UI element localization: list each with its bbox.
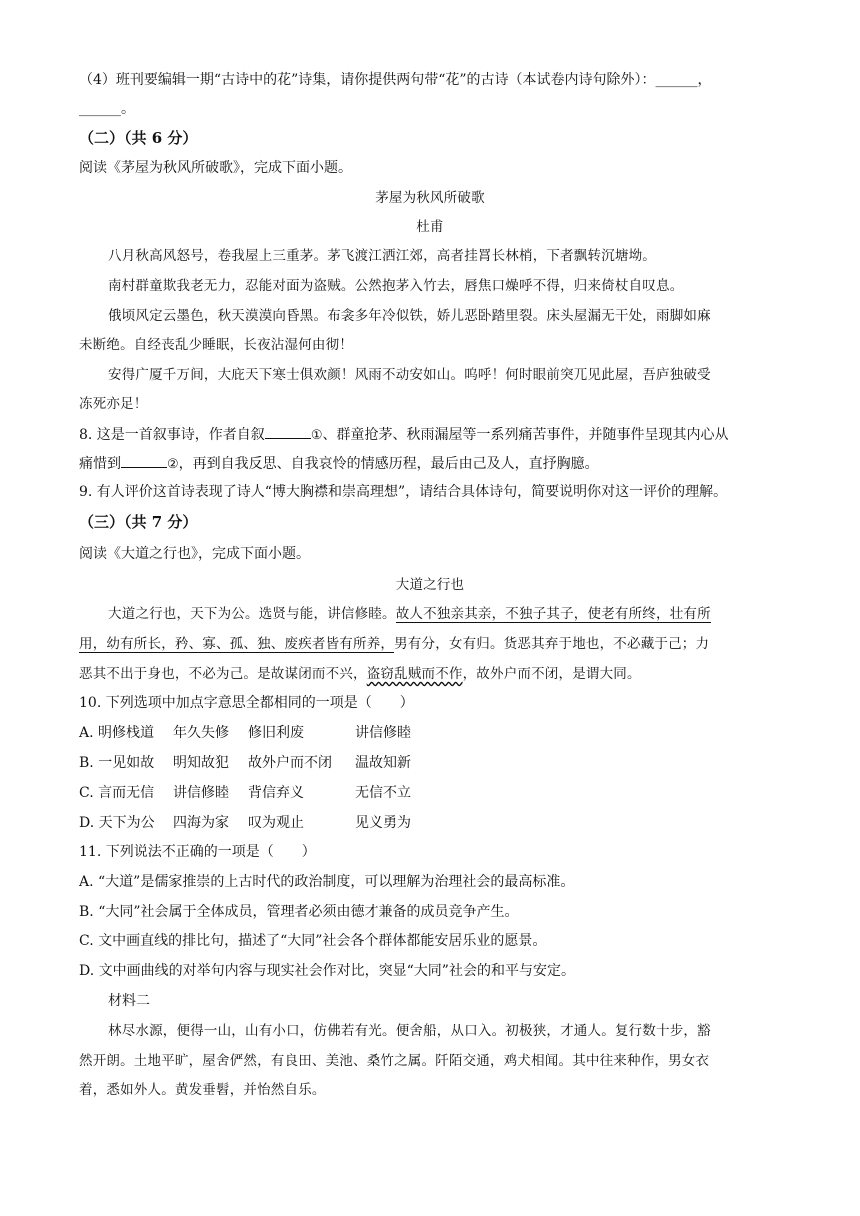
- option-phrase: 讲信修睦: [355, 725, 411, 741]
- option-phrase: A. 明修栈道: [79, 725, 155, 741]
- q8b-text-post: ，再到自我反思、自我哀怜的情感历程，最后由己及人，直抒胸臆。: [178, 456, 599, 472]
- blank-marker-2: ②: [167, 457, 179, 472]
- q11-option-b[interactable]: B. “大同”社会属于全体成员，管理者必须由德才兼备的成员竞争产生。: [79, 904, 519, 920]
- poem-title: 茅屋为秋风所破歌: [375, 190, 485, 206]
- text-title: 大道之行也: [395, 577, 465, 593]
- poem-stanza-1: 八月秋高风怒号，卷我屋上三重茅。茅飞渡江洒江郊，高者挂罥长林梢，下者飘转沉塘坳。: [108, 248, 656, 264]
- poem-stanza-2: 南村群童欺我老无力，忍能对面为盗贼。公然抱茅入竹去，唇焦口燥呼不得，归来倚杖自叹息。: [108, 278, 684, 294]
- question-9: 9. 有人评价这首诗表现了诗人“博大胸襟和崇高理想”，请结合具体诗句，简要说明你对这一评价的理解。: [79, 484, 728, 500]
- poem-author: 杜甫: [416, 219, 444, 235]
- option-phrase: 温故知新: [355, 755, 411, 771]
- option-phrase: 明知故犯: [173, 755, 229, 771]
- option-phrase: 修旧利废: [248, 725, 304, 741]
- text-segment: 男有分，女有归。货恶其弃于地也，不必藏于己；力: [394, 636, 710, 652]
- q8-text-post: 、群童抢茅、秋雨漏屋等一系列痛苦事件，并随事件呈现其内心从: [322, 427, 729, 443]
- section-3-intro: 阅读《大道之行也》，完成下面小题。: [79, 546, 310, 562]
- material-2-line3: 着，悉如外人。黄发垂髫，并怡然自乐。: [79, 1082, 326, 1098]
- text-segment: ，故外户而不闭，是谓大同。: [462, 666, 641, 682]
- question-10: 10. 下列选项中加点字意思全都相同的一项是（ ）: [79, 695, 414, 711]
- poem-stanza-3a: 俄顷风定云墨色，秋天漠漠向昏黑。布衾多年冷似铁，娇儿恶卧踏里裂。床头屋漏无干处，雨脚如麻: [108, 308, 711, 324]
- material-2-line1: 林尽水源，便得一山，山有小口，仿佛若有光。便舍船，从口入。初极狭，才通人。复行数十步，豁: [108, 1023, 711, 1039]
- section-3-title: （三）（共 7 分）: [79, 513, 198, 531]
- blank-marker-1: ①: [310, 428, 323, 443]
- answer-blank-2[interactable]: [121, 453, 167, 468]
- option-phrase: B. 一见如故: [79, 755, 155, 771]
- section-2-intro: 阅读《茅屋为秋风所破歌》，完成下面小题。: [79, 160, 352, 176]
- section-2-title: （二）（共 6 分）: [79, 129, 198, 147]
- question-4-line1: （4）班刊要编辑一期“古诗中的花”诗集，请你提供两句带“花”的古诗（本试卷内诗句除外）：______，: [79, 72, 712, 88]
- question-8-line2: [79, 453, 599, 475]
- material-2-line2: 然开朗。土地平旷，屋舍俨然，有良田、美池、桑竹之属。阡陌交通，鸡犬相闻。其中往来种作，男女衣: [79, 1053, 710, 1069]
- option-phrase: 叹为观止: [248, 815, 304, 831]
- answer-blank-1[interactable]: [265, 424, 311, 439]
- option-phrase: 背信弃义: [248, 785, 304, 801]
- material-2-title: 材料二: [108, 993, 150, 1009]
- q8b-text-pre: 痛惜到: [79, 456, 121, 472]
- q11-option-d[interactable]: D. 文中画曲线的对举句内容与现实社会作对比，突显“大同”社会的和平与安定。: [79, 963, 575, 979]
- q8-text-pre: 8. 这是一首叙事诗，作者自叙: [79, 427, 265, 443]
- question-4-line2: ______。: [79, 101, 135, 117]
- text-segment: 恶其不出于身也，不必为己。是故谋闭而不兴，: [79, 666, 367, 682]
- option-phrase: C. 言而无信: [79, 785, 155, 801]
- straight-underlined-text: 用，幼有所长，矜、寡、孤、独、废疾者皆有所养，: [79, 636, 395, 652]
- option-phrase: 年久失修: [173, 725, 229, 741]
- option-phrase: 无信不立: [355, 785, 411, 801]
- option-phrase: D. 天下为公: [79, 815, 155, 831]
- option-phrase: 故外户而不闭: [248, 755, 332, 771]
- text-segment: 大道之行也，天下为公。选贤与能，讲信修睦。: [108, 606, 396, 622]
- classical-text-line2: [79, 634, 709, 654]
- wavy-underlined-text: 盗窃乱贼而不作: [366, 666, 463, 682]
- classical-text-line3: [79, 664, 641, 684]
- option-phrase: 四海为家: [173, 815, 229, 831]
- question-11: 11. 下列说法不正确的一项是（ ）: [79, 844, 316, 860]
- poem-stanza-3b: 未断绝。自经丧乱少睡眠，长夜沾湿何由彻！: [79, 337, 353, 353]
- q11-option-c[interactable]: C. 文中画直线的排比句，描述了“大同”社会各个群体都能安居乐业的愿景。: [79, 933, 547, 949]
- classical-text-line1: [108, 604, 711, 624]
- option-phrase: 讲信修睦: [173, 785, 229, 801]
- poem-stanza-4a: 安得广厦千万间，大庇天下寒士俱欢颜！风雨不动安如山。呜呼！何时眼前突兀见此屋，吾庐独破受: [108, 367, 711, 383]
- option-phrase: 见义勇为: [355, 815, 411, 831]
- question-8-line1: [79, 424, 728, 446]
- straight-underlined-text: 故人不独亲其亲，不独子其子，使老有所终，壮有所: [395, 606, 711, 622]
- poem-stanza-4b: 冻死亦足！: [79, 396, 148, 412]
- q11-option-a[interactable]: A. “大道”是儒家推崇的上古时代的政治制度，可以理解为治理社会的最高标准。: [79, 874, 575, 890]
